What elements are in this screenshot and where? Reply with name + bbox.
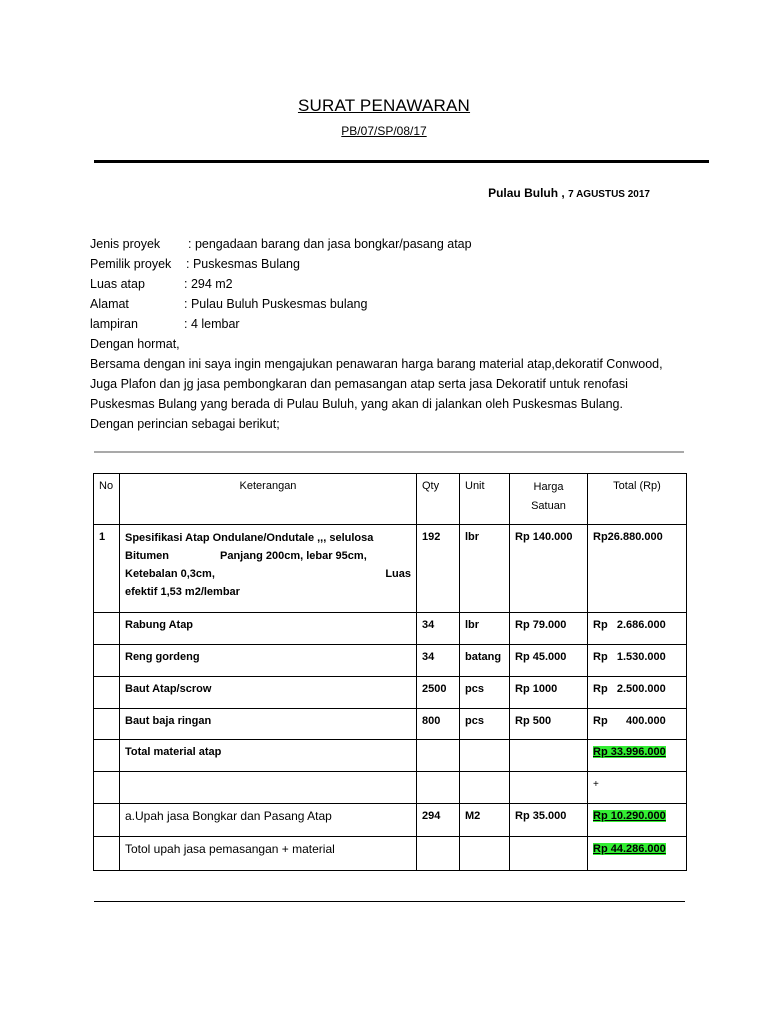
- cell-no: [94, 613, 120, 645]
- header-unit: Unit: [460, 474, 510, 525]
- total-material-label: Total material atap: [120, 740, 417, 772]
- table-row: [94, 613, 687, 645]
- table-row: [94, 709, 687, 740]
- labor-row: [94, 804, 687, 837]
- cell-total: Rp 2.500.000: [588, 677, 687, 709]
- desc-part: Panjang 200cm, lebar 95cm,: [220, 550, 367, 562]
- cell-desc: Baut Atap/scrow: [120, 677, 417, 709]
- cell-desc: Rabung Atap: [120, 613, 417, 645]
- cell-price: Rp 35.000: [510, 804, 588, 837]
- cell-no: [94, 740, 120, 772]
- table-row: [94, 677, 687, 709]
- header-harga-satuan: [510, 474, 588, 525]
- cell-desc: [120, 525, 417, 613]
- cell-price: [510, 740, 588, 772]
- cell-unit: lbr: [460, 613, 510, 645]
- table-row: [94, 525, 687, 613]
- desc-part: Luas: [385, 568, 411, 580]
- cell-desc: Reng gordeng: [120, 645, 417, 677]
- labor-total-cell: [588, 804, 687, 837]
- total-material-cell: [588, 740, 687, 772]
- info-label: lampiran: [90, 317, 138, 331]
- body-line: Puskesmas Bulang yang berada di Pulau Buluh, yang akan di jalankan oleh Puskesmas Bulang.: [90, 397, 623, 411]
- cell-price: Rp 1000: [510, 677, 588, 709]
- desc-line: [125, 547, 411, 565]
- cell-qty: [417, 772, 460, 804]
- header-keterangan: Keterangan: [120, 474, 417, 525]
- cell-unit: M2: [460, 804, 510, 837]
- cell-qty: 800: [417, 709, 460, 740]
- total-material-value: Rp 33.996.000: [593, 746, 666, 758]
- footer-divider: [94, 901, 685, 902]
- grand-total-label: Totol upah jasa pemasangan + material: [120, 837, 417, 871]
- cell-total: Rp 2.686.000: [588, 613, 687, 645]
- cell-desc: Baut baja ringan: [120, 709, 417, 740]
- cell-qty: 192: [417, 525, 460, 613]
- cell-price: Rp 45.000: [510, 645, 588, 677]
- info-value: : 4 lembar: [184, 317, 240, 331]
- letter-body: [90, 334, 663, 434]
- cell-price: [510, 772, 588, 804]
- cell-desc: a.Upah jasa Bongkar dan Pasang Atap: [120, 804, 417, 837]
- total-material-row: [94, 740, 687, 772]
- spacer-row: [94, 772, 687, 804]
- header-harga: Harga: [533, 481, 564, 493]
- info-label: Jenis proyek: [90, 237, 161, 251]
- body-line: Juga Plafon dan jg jasa pembongkaran dan pemasangan atap serta jasa Dekoratif untuk renofasi: [90, 377, 628, 391]
- cell-qty: 294: [417, 804, 460, 837]
- body-line: Dengan perincian sebagai berikut;: [90, 417, 280, 431]
- cell-no: [94, 837, 120, 871]
- table-row: [94, 645, 687, 677]
- header-divider: [94, 160, 709, 163]
- cell-total: Rp26.880.000: [588, 525, 687, 613]
- cell-no: 1: [94, 525, 120, 613]
- labor-total-value: Rp 10.290.000: [593, 810, 666, 822]
- cell-no: [94, 772, 120, 804]
- document-title: SURAT PENAWARAN: [297, 96, 471, 115]
- info-label: Luas atap: [90, 277, 145, 291]
- section-divider: [94, 451, 684, 453]
- cell-qty: [417, 740, 460, 772]
- reference-number: PB/07/SP/08/17: [341, 124, 427, 138]
- greeting: Dengan hormat,: [90, 337, 180, 351]
- plus-sign: +: [588, 772, 687, 804]
- cell-qty: [417, 837, 460, 871]
- cell-price: [510, 837, 588, 871]
- cell-price: Rp 79.000: [510, 613, 588, 645]
- desc-line: Spesifikasi Atap Ondulane/Ondutale ,,, selulosa: [125, 532, 374, 544]
- cell-no: [94, 677, 120, 709]
- cell-price: Rp 500: [510, 709, 588, 740]
- cell-unit: lbr: [460, 525, 510, 613]
- info-value: : Puskesmas Bulang: [186, 257, 300, 271]
- info-label: Pemilik proyek: [90, 257, 172, 271]
- cell-unit: [460, 772, 510, 804]
- desc-part: Ketebalan 0,3cm,: [125, 568, 215, 580]
- grand-total-cell: [588, 837, 687, 871]
- place-date: [488, 186, 650, 200]
- info-label: Alamat: [90, 297, 129, 311]
- header-total: Total (Rp): [588, 474, 687, 525]
- info-value: : Pulau Buluh Puskesmas bulang: [184, 297, 368, 311]
- cell-total: Rp 400.000: [588, 709, 687, 740]
- cell-qty: 34: [417, 613, 460, 645]
- cell-total: Rp 1.530.000: [588, 645, 687, 677]
- cell-no: [94, 709, 120, 740]
- desc-line: efektif 1,53 m2/lembar: [125, 586, 240, 598]
- date-text: 7 AGUSTUS 2017: [568, 189, 650, 200]
- cell-no: [94, 804, 120, 837]
- info-value: : 294 m2: [184, 277, 233, 291]
- cell-unit: pcs: [460, 709, 510, 740]
- cell-no: [94, 645, 120, 677]
- grand-total-row: [94, 837, 687, 871]
- desc-line: [125, 565, 411, 583]
- cell-unit: batang: [460, 645, 510, 677]
- header-satuan: Satuan: [531, 500, 566, 512]
- desc-part: Bitumen: [125, 550, 169, 562]
- cell-unit: [460, 837, 510, 871]
- grand-total-value: Rp 44.286.000: [593, 843, 666, 855]
- cell-unit: pcs: [460, 677, 510, 709]
- header-qty: Qty: [417, 474, 460, 525]
- cell-desc: [120, 772, 417, 804]
- table-header-row: [94, 474, 687, 525]
- cell-qty: 34: [417, 645, 460, 677]
- quotation-table: [93, 473, 687, 871]
- header-no: No: [94, 474, 120, 525]
- place-text: Pulau Buluh ,: [488, 186, 565, 200]
- cell-qty: 2500: [417, 677, 460, 709]
- cell-price: Rp 140.000: [510, 525, 588, 613]
- info-value: : pengadaan barang dan jasa bongkar/pasang atap: [188, 237, 472, 251]
- body-line: Bersama dengan ini saya ingin mengajukan penawaran harga barang material atap,dekoratif Conwood,: [90, 357, 663, 371]
- cell-unit: [460, 740, 510, 772]
